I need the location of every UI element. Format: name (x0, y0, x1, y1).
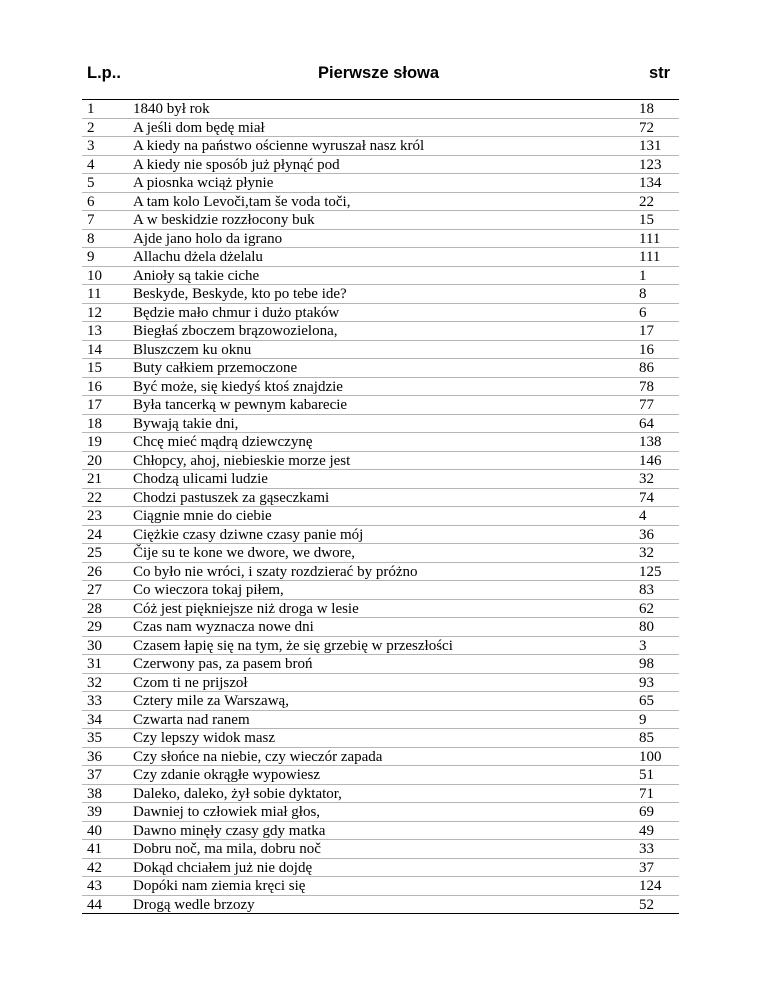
row-number: 29 (87, 619, 102, 635)
row-number: 18 (87, 415, 102, 432)
row-number: 25 (87, 545, 102, 561)
table-row (82, 600, 679, 619)
row-page-number: 9 (639, 711, 647, 728)
table-row (82, 896, 679, 915)
row-first-words: Będzie mało chmur i dużo ptaków (133, 304, 340, 321)
table-row (82, 563, 679, 582)
table-row (82, 877, 679, 896)
row-page-number: 16 (639, 341, 654, 358)
row-number: 16 (87, 378, 102, 395)
row-page-number: 22 (639, 193, 654, 210)
row-number: 8 (87, 230, 95, 247)
row-first-words: Czwarta nad ranem (133, 711, 250, 728)
row-first-words: Drogą wedle brzozy (133, 896, 255, 913)
row-first-words: Chłopcy, ahoj, niebieskie morze jest (133, 452, 351, 469)
row-first-words: Allachu dżela dżelalu (133, 249, 263, 265)
row-page-number: 65 (639, 693, 654, 709)
table-row (82, 174, 679, 193)
table-row (82, 415, 679, 434)
row-first-words: Czy zdanie okrągłe wypowiesz (133, 767, 321, 783)
row-page-number: 52 (639, 896, 654, 913)
row-number: 33 (87, 693, 102, 709)
row-first-words: Čije su te kone we dwore, we dwore, (133, 545, 356, 561)
row-page-number: 111 (639, 249, 661, 265)
row-page-number: 125 (639, 563, 662, 580)
row-page-number: 18 (639, 101, 654, 117)
table-row (82, 211, 679, 230)
table-row (82, 341, 679, 360)
row-first-words: Być może, się kiedyś ktoś znajdzie (133, 378, 343, 395)
row-page-number: 3 (639, 637, 647, 654)
row-page-number: 8 (639, 286, 647, 302)
row-number: 43 (87, 878, 102, 894)
row-first-words: Bluszczem ku oknu (133, 341, 252, 358)
table-row (82, 193, 679, 212)
row-page-number: 62 (639, 600, 654, 617)
table-row (82, 748, 679, 767)
row-first-words: Daleko, daleko, żył sobie dyktator, (133, 785, 342, 802)
row-first-words: Dokąd chciałem już nie dojdę (133, 859, 313, 876)
row-number: 41 (87, 841, 102, 857)
table-row (82, 840, 679, 859)
row-first-words: Anioły są takie ciche (133, 267, 260, 284)
row-number: 27 (87, 582, 102, 598)
row-first-words: Chodzą ulicami ludzie (133, 471, 268, 487)
header-number-column: L.p.. (87, 64, 121, 82)
row-page-number: 17 (639, 323, 654, 339)
row-page-number: 33 (639, 841, 654, 857)
row-first-words: Co wieczora tokaj piłem, (133, 582, 284, 598)
row-first-words: Czerwony pas, za pasem broń (133, 656, 313, 672)
row-page-number: 123 (639, 156, 662, 173)
table-row (82, 322, 679, 341)
table-row (82, 230, 679, 249)
row-first-words: Ciągnie mnie do ciebie (133, 508, 272, 524)
row-page-number: 93 (639, 674, 654, 691)
row-number: 11 (87, 286, 102, 302)
table-row (82, 156, 679, 175)
row-page-number: 32 (639, 545, 654, 561)
row-page-number: 51 (639, 767, 654, 783)
row-first-words: A w beskidzie rozzłocony buk (133, 212, 315, 228)
row-first-words: Chcę mieć mądrą dziewczynę (133, 434, 313, 450)
row-first-words: A jeśli dom będę miał (133, 119, 265, 136)
row-number: 42 (87, 859, 102, 876)
row-number: 21 (87, 471, 102, 487)
row-number: 30 (87, 637, 102, 654)
table-row (82, 267, 679, 286)
row-number: 28 (87, 600, 102, 617)
row-page-number: 138 (639, 434, 662, 450)
row-page-number: 77 (639, 397, 654, 413)
header-first-words-column: Pierwsze słowa (318, 64, 440, 82)
row-number: 20 (87, 452, 102, 469)
header-page-column: str (649, 64, 671, 82)
row-first-words: Dawniej to człowiek miał głos, (133, 804, 321, 820)
row-page-number: 6 (639, 304, 647, 321)
row-first-words: Buty całkiem przemoczone (133, 360, 298, 376)
row-first-words: A tam kolo Levoči,tam še voda toči, (133, 193, 351, 210)
row-number: 39 (87, 804, 102, 820)
row-page-number: 1 (639, 267, 647, 284)
row-number: 37 (87, 767, 102, 783)
row-page-number: 15 (639, 212, 654, 228)
table-row (82, 692, 679, 711)
table-row (82, 822, 679, 841)
table-row (82, 137, 679, 156)
table-row (82, 304, 679, 323)
row-page-number: 78 (639, 378, 654, 395)
row-page-number: 74 (639, 489, 654, 506)
table-row (82, 637, 679, 656)
row-page-number: 4 (639, 508, 647, 524)
row-number: 44 (87, 896, 102, 913)
row-page-number: 49 (639, 822, 654, 839)
row-first-words: Dobru noč, ma mila, dobru noč (133, 841, 321, 857)
table-row (82, 285, 679, 304)
table-row (82, 359, 679, 378)
table-row (82, 655, 679, 674)
row-page-number: 71 (639, 785, 654, 802)
row-first-words: Dawno minęły czasy gdy matka (133, 822, 326, 839)
row-number: 12 (87, 304, 102, 321)
row-page-number: 131 (639, 138, 662, 154)
row-number: 32 (87, 674, 102, 691)
table-row (82, 526, 679, 545)
row-first-words: Czy lepszy widok masz (133, 730, 276, 746)
row-page-number: 111 (639, 230, 661, 247)
row-number: 4 (87, 156, 95, 173)
row-first-words: Co było nie wróci, i szaty rozdzierać by próżno (133, 563, 418, 580)
row-number: 14 (87, 341, 102, 358)
row-first-words: A kiedy nie sposób już płynąć pod (133, 156, 340, 173)
row-number: 40 (87, 822, 102, 839)
row-page-number: 124 (639, 878, 662, 894)
table-row (82, 544, 679, 563)
row-number: 2 (87, 119, 95, 136)
table-row (82, 674, 679, 693)
row-first-words: Ciężkie czasy dziwne czasy panie mój (133, 526, 364, 543)
row-first-words: Była tancerką w pewnym kabarecie (133, 397, 348, 413)
row-number: 31 (87, 656, 102, 672)
table-row (82, 119, 679, 138)
row-number: 9 (87, 249, 95, 265)
row-page-number: 86 (639, 360, 654, 376)
row-number: 26 (87, 563, 102, 580)
table-row (82, 433, 679, 452)
table-row (82, 785, 679, 804)
table-row (82, 396, 679, 415)
table-row (82, 470, 679, 489)
row-first-words: Cztery mile za Warszawą, (133, 693, 289, 709)
row-page-number: 146 (639, 452, 662, 469)
table-row (82, 100, 679, 119)
row-page-number: 100 (639, 748, 662, 765)
row-first-words: Bywają takie dni, (133, 415, 239, 432)
row-number: 38 (87, 785, 102, 802)
row-first-words: Beskyde, Beskyde, kto po tebe ide? (133, 286, 347, 302)
table-row (82, 618, 679, 637)
row-number: 17 (87, 397, 102, 413)
row-first-words: Ajde jano holo da igrano (133, 230, 283, 247)
row-first-words: Dopóki nam ziemia kręci się (133, 878, 306, 894)
table-row (82, 711, 679, 730)
row-number: 6 (87, 193, 95, 210)
row-page-number: 64 (639, 415, 654, 432)
row-number: 7 (87, 212, 95, 228)
table-header (0, 64, 768, 88)
row-first-words: Chodzi pastuszek za gąseczkami (133, 489, 330, 506)
row-number: 1 (87, 101, 95, 117)
row-number: 34 (87, 711, 102, 728)
table-row (82, 581, 679, 600)
row-first-words: Czasem łapię się na tym, że się grzebię w przeszłości (133, 637, 453, 654)
row-number: 24 (87, 526, 102, 543)
table-row (82, 452, 679, 471)
row-first-words: Cóż jest piękniejsze niż droga w lesie (133, 600, 359, 617)
row-number: 36 (87, 748, 102, 765)
row-first-words: Biegłaś zboczem brązowozielona, (133, 323, 338, 339)
table-row (82, 729, 679, 748)
row-number: 3 (87, 138, 95, 154)
row-number: 23 (87, 508, 102, 524)
row-first-words: A kiedy na państwo ościenne wyruszał nasz król (133, 138, 425, 154)
row-number: 19 (87, 434, 102, 450)
row-first-words: Czas nam wyznacza nowe dni (133, 619, 314, 635)
row-page-number: 98 (639, 656, 654, 672)
table-row (82, 507, 679, 526)
row-page-number: 32 (639, 471, 654, 487)
table-row (82, 489, 679, 508)
row-number: 35 (87, 730, 102, 746)
table-row (82, 859, 679, 878)
row-number: 13 (87, 323, 102, 339)
table-row (82, 803, 679, 822)
row-number: 22 (87, 489, 102, 506)
row-page-number: 36 (639, 526, 654, 543)
song-index-table (82, 100, 679, 914)
row-number: 15 (87, 360, 102, 376)
row-first-words: A piosnka wciąż płynie (133, 175, 274, 191)
row-first-words: Czom ti ne prijszoł (133, 674, 248, 691)
row-first-words: Czy słońce na niebie, czy wieczór zapada (133, 748, 383, 765)
table-row (82, 766, 679, 785)
row-number: 5 (87, 175, 95, 191)
row-page-number: 83 (639, 582, 654, 598)
row-page-number: 37 (639, 859, 654, 876)
row-page-number: 80 (639, 619, 654, 635)
row-page-number: 69 (639, 804, 654, 820)
row-first-words: 1840 był rok (133, 101, 210, 117)
row-page-number: 85 (639, 730, 654, 746)
row-page-number: 72 (639, 119, 654, 136)
row-number: 10 (87, 267, 102, 284)
row-page-number: 134 (639, 175, 662, 191)
table-row (82, 248, 679, 267)
table-row (82, 378, 679, 397)
